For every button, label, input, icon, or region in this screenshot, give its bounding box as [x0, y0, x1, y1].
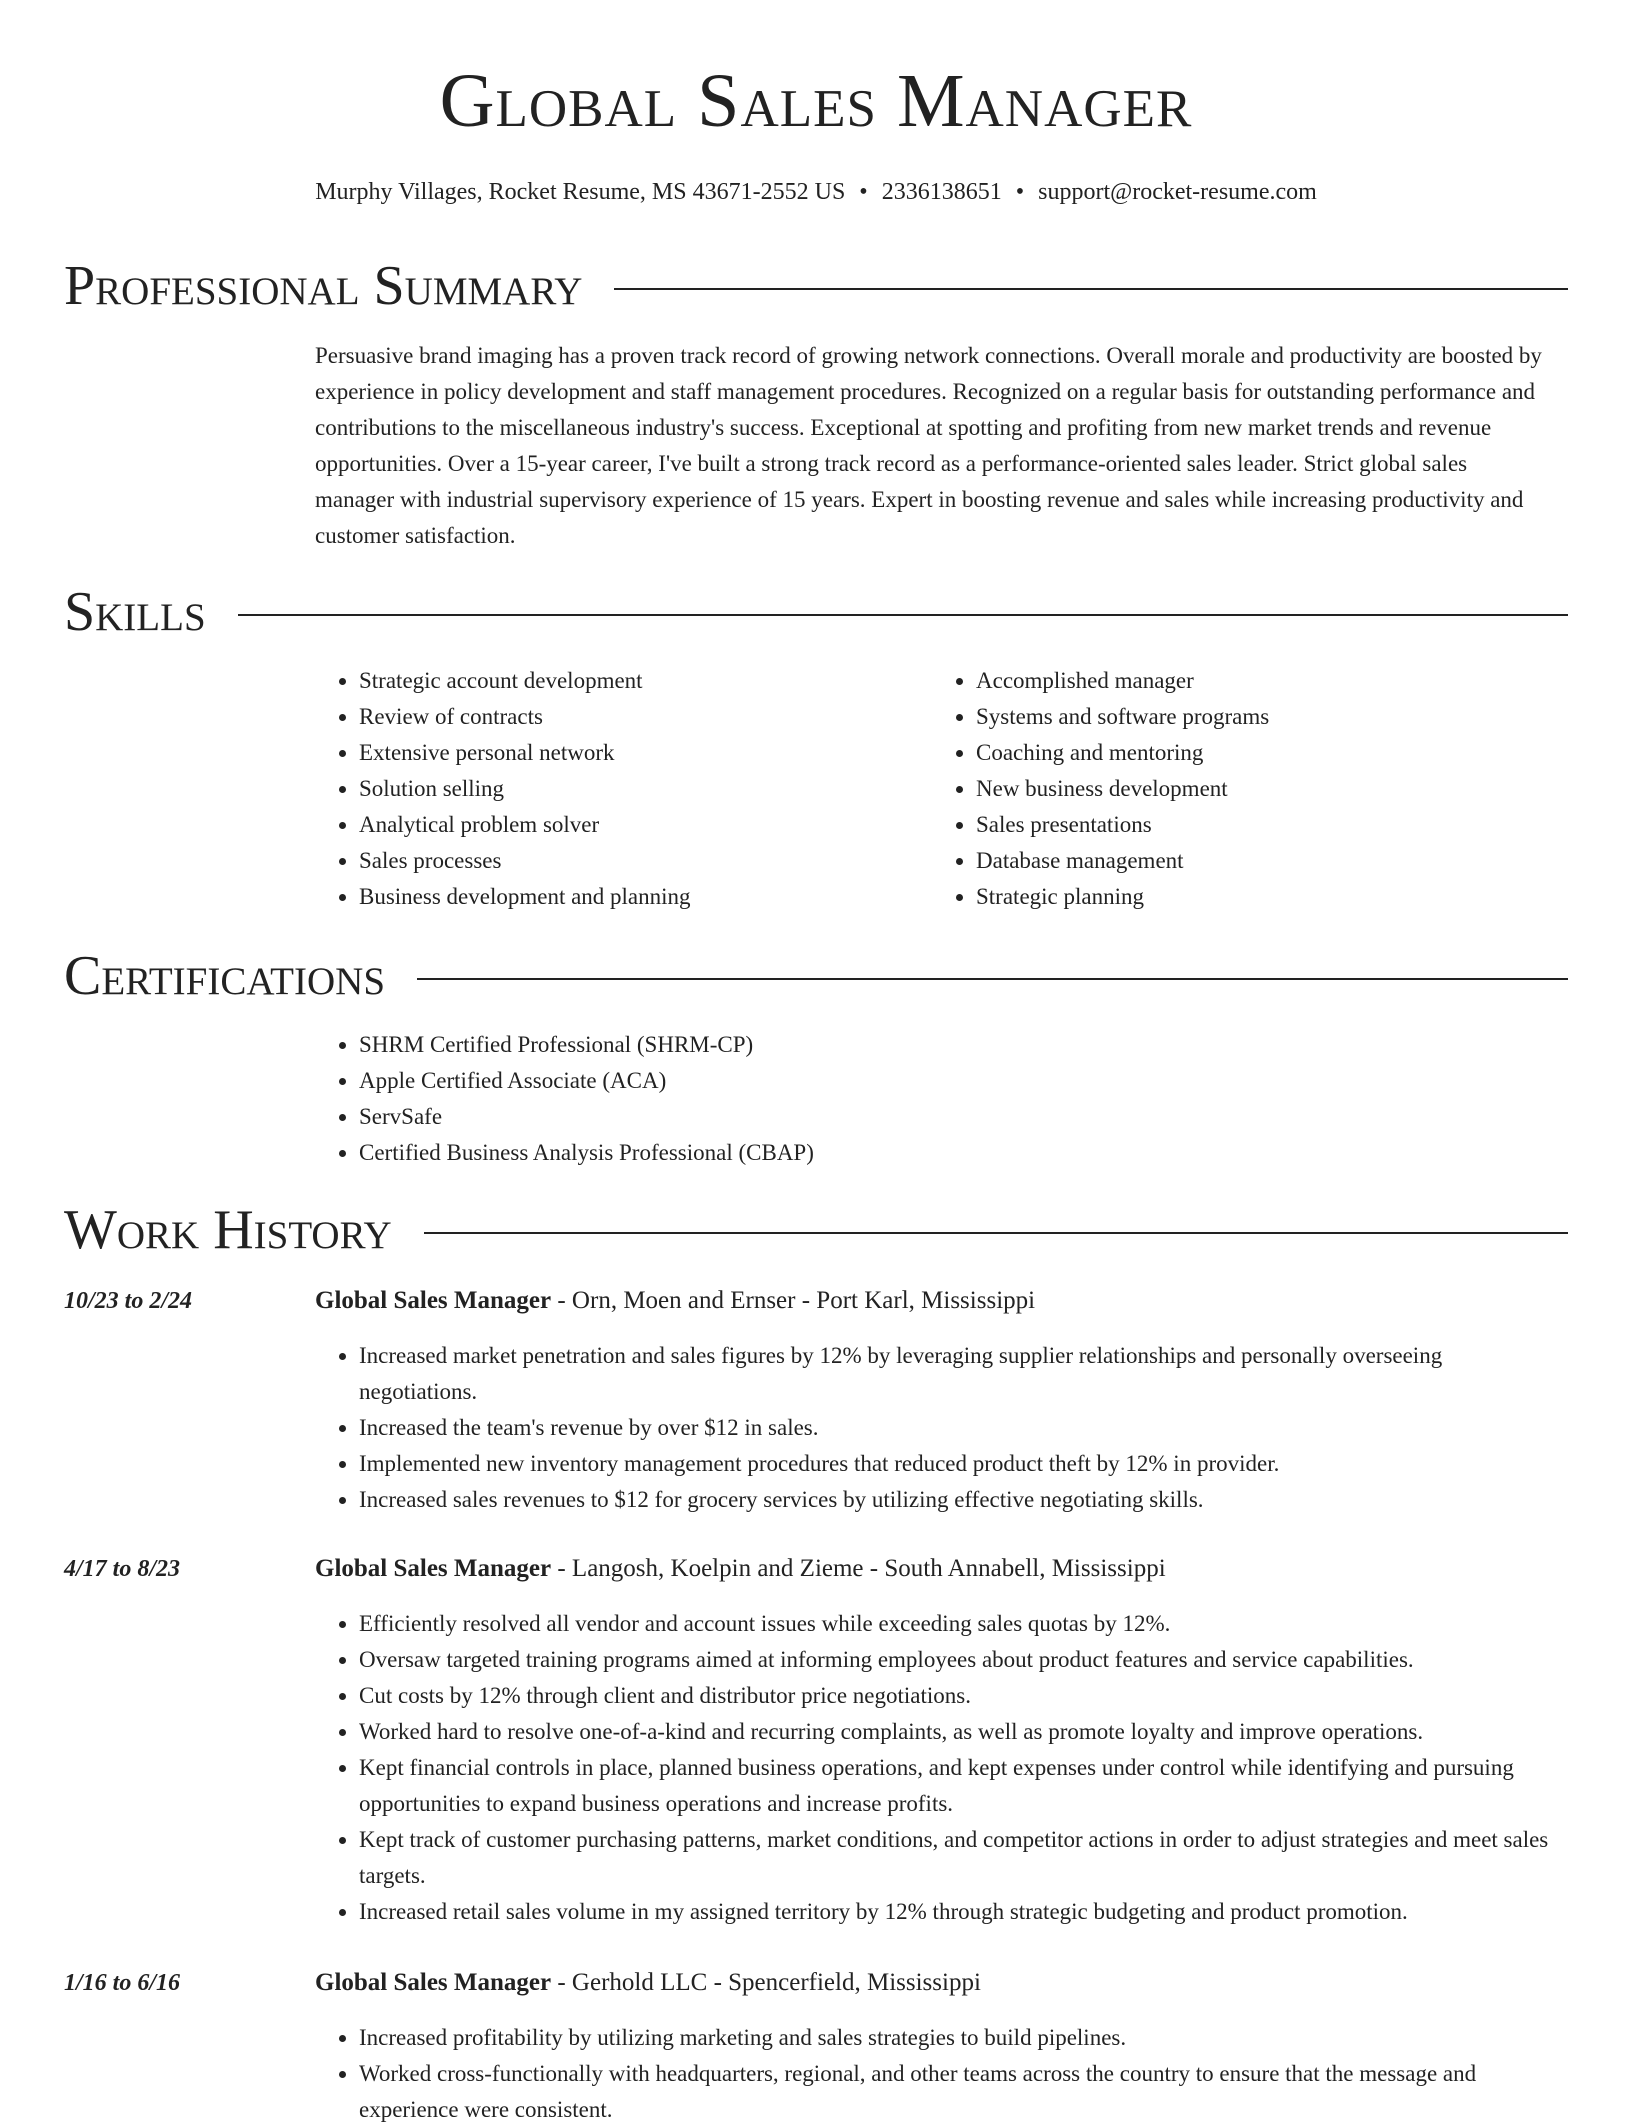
job-bullet: • Increased the team's revenue by over $12 in sales.	[359, 1410, 1552, 1446]
job-bullet: • Implemented new inventory management procedures that reduced product theft by 12% in provider.	[359, 1446, 1552, 1482]
skills-list-right	[932, 663, 1269, 915]
certifications-section-header	[64, 944, 1568, 1008]
section-divider	[238, 614, 1568, 616]
skill-item: • Strategic planning	[976, 879, 1269, 915]
skills-heading: Skills	[64, 581, 206, 643]
job-bullet: • Kept financial controls in place, planned business operations, and kept expenses under control while identifying and pursuing opportunities to expand business operations and increase profits.	[359, 1750, 1552, 1822]
job-bullet: • Worked cross-functionally with headquarters, regional, and other teams across the country to ensure that the message and experience were consistent.	[359, 2056, 1552, 2128]
skill-item: • Sales presentations	[976, 807, 1269, 843]
skill-item: • Analytical problem solver	[359, 807, 691, 843]
skill-item: • Strategic account development	[359, 663, 691, 699]
job-heading	[315, 1967, 981, 1999]
job-dates: 4/17 to 8/23	[64, 1556, 181, 1582]
work-history-heading: Work History	[64, 1199, 392, 1261]
certification-item: • Certified Business Analysis Professional (CBAP)	[359, 1135, 814, 1171]
job-dates: 1/16 to 6/16	[64, 1970, 181, 1996]
contact-address: Murphy Villages, Rocket Resume, MS 43671-2552 US	[315, 179, 846, 205]
skill-item: • Solution selling	[359, 771, 691, 807]
section-divider	[417, 978, 1568, 980]
resume-name: Global Sales Manager	[439, 59, 1193, 143]
work-history-section-header	[64, 1198, 1568, 1262]
job-bullet: • Kept track of customer purchasing patterns, market conditions, and competitor actions in order to adjust strategies and meet sales targets.	[359, 1822, 1552, 1894]
job-bullets	[315, 1606, 1552, 1930]
summary-heading: Professional Summary	[64, 255, 583, 317]
skill-item: • Extensive personal network	[359, 735, 691, 771]
certification-item: • SHRM Certified Professional (SHRM-CP)	[359, 1027, 814, 1063]
contact-separator: •	[859, 179, 868, 205]
job-title: Global Sales Manager	[315, 1555, 552, 1582]
job-bullet: • Efficiently resolved all vendor and account issues while exceeding sales quotas by 12%.	[359, 1606, 1552, 1642]
job-title: Global Sales Manager	[315, 1287, 552, 1314]
section-divider	[614, 288, 1568, 290]
skill-item: • Database management	[976, 843, 1269, 879]
job-bullets	[315, 1338, 1552, 1518]
skill-item: • Systems and software programs	[976, 699, 1269, 735]
section-divider	[424, 1232, 1568, 1234]
job-bullet: • Increased sales revenues to $12 for grocery services by utilizing effective negotiating skills.	[359, 1482, 1552, 1518]
contact-line	[0, 176, 1632, 208]
skill-item: • Coaching and mentoring	[976, 735, 1269, 771]
job-dates: 10/23 to 2/24	[64, 1288, 193, 1314]
job-employer: - Orn, Moen and Ernser - Port Karl, Mississippi	[551, 1287, 1036, 1314]
skills-section-header	[64, 580, 1568, 644]
certification-item: • ServSafe	[359, 1099, 814, 1135]
job-employer: - Langosh, Koelpin and Zieme - South Annabell, Mississippi	[551, 1555, 1166, 1582]
certifications-heading: Certifications	[64, 945, 386, 1007]
summary-text: Persuasive brand imaging has a proven track record of growing network connections. Overall morale and productivity are boosted by experience in policy development and staff management procedures. Recognized on a regular basis for outstanding performance and contributions to the miscellaneous industry's success. Exceptional at spotting and profiting from new market trends and revenue opportunities. Over a 15-year career, I've built a strong track record as a performance-oriented sales leader. Strict global sales manager with industrial supervisory experience of 15 years. Expert in boosting revenue and sales while increasing productivity and customer satisfaction.	[315, 343, 1542, 548]
skill-item: • New business development	[976, 771, 1269, 807]
contact-email: support@rocket-resume.com	[1038, 179, 1317, 205]
job-bullet: • Increased retail sales volume in my assigned territory by 12% through strategic budgeting and product promotion.	[359, 1894, 1552, 1930]
job-heading	[315, 1553, 1166, 1585]
skill-item: • Business development and planning	[359, 879, 691, 915]
job-bullet: • Increased market penetration and sales figures by 12% by leveraging supplier relationships and personally overseeing negotiations.	[359, 1338, 1552, 1410]
job-employer: - Gerhold LLC - Spencerfield, Mississippi	[551, 1969, 981, 1996]
contact-phone: 2336138651	[881, 179, 1002, 205]
job-bullet: • Cut costs by 12% through client and distributor price negotiations.	[359, 1678, 1552, 1714]
skills-list-left	[315, 663, 691, 915]
skill-item: • Sales processes	[359, 843, 691, 879]
contact-separator: •	[1015, 179, 1025, 205]
job-bullet: • Worked hard to resolve one-of-a-kind and recurring complaints, as well as promote loyalty and improve operations.	[359, 1714, 1552, 1750]
skill-item: • Review of contracts	[359, 699, 691, 735]
certifications-list	[315, 1027, 814, 1171]
skill-item: • Accomplished manager	[976, 663, 1269, 699]
job-bullet: • Increased profitability by utilizing marketing and sales strategies to build pipelines.	[359, 2020, 1552, 2056]
certification-item: • Apple Certified Associate (ACA)	[359, 1063, 814, 1099]
summary-section-header	[64, 254, 1568, 318]
job-bullet: • Oversaw targeted training programs aimed at informing employees about product features and service capabilities.	[359, 1642, 1552, 1678]
job-heading	[315, 1285, 1035, 1317]
job-title: Global Sales Manager	[315, 1969, 552, 1996]
